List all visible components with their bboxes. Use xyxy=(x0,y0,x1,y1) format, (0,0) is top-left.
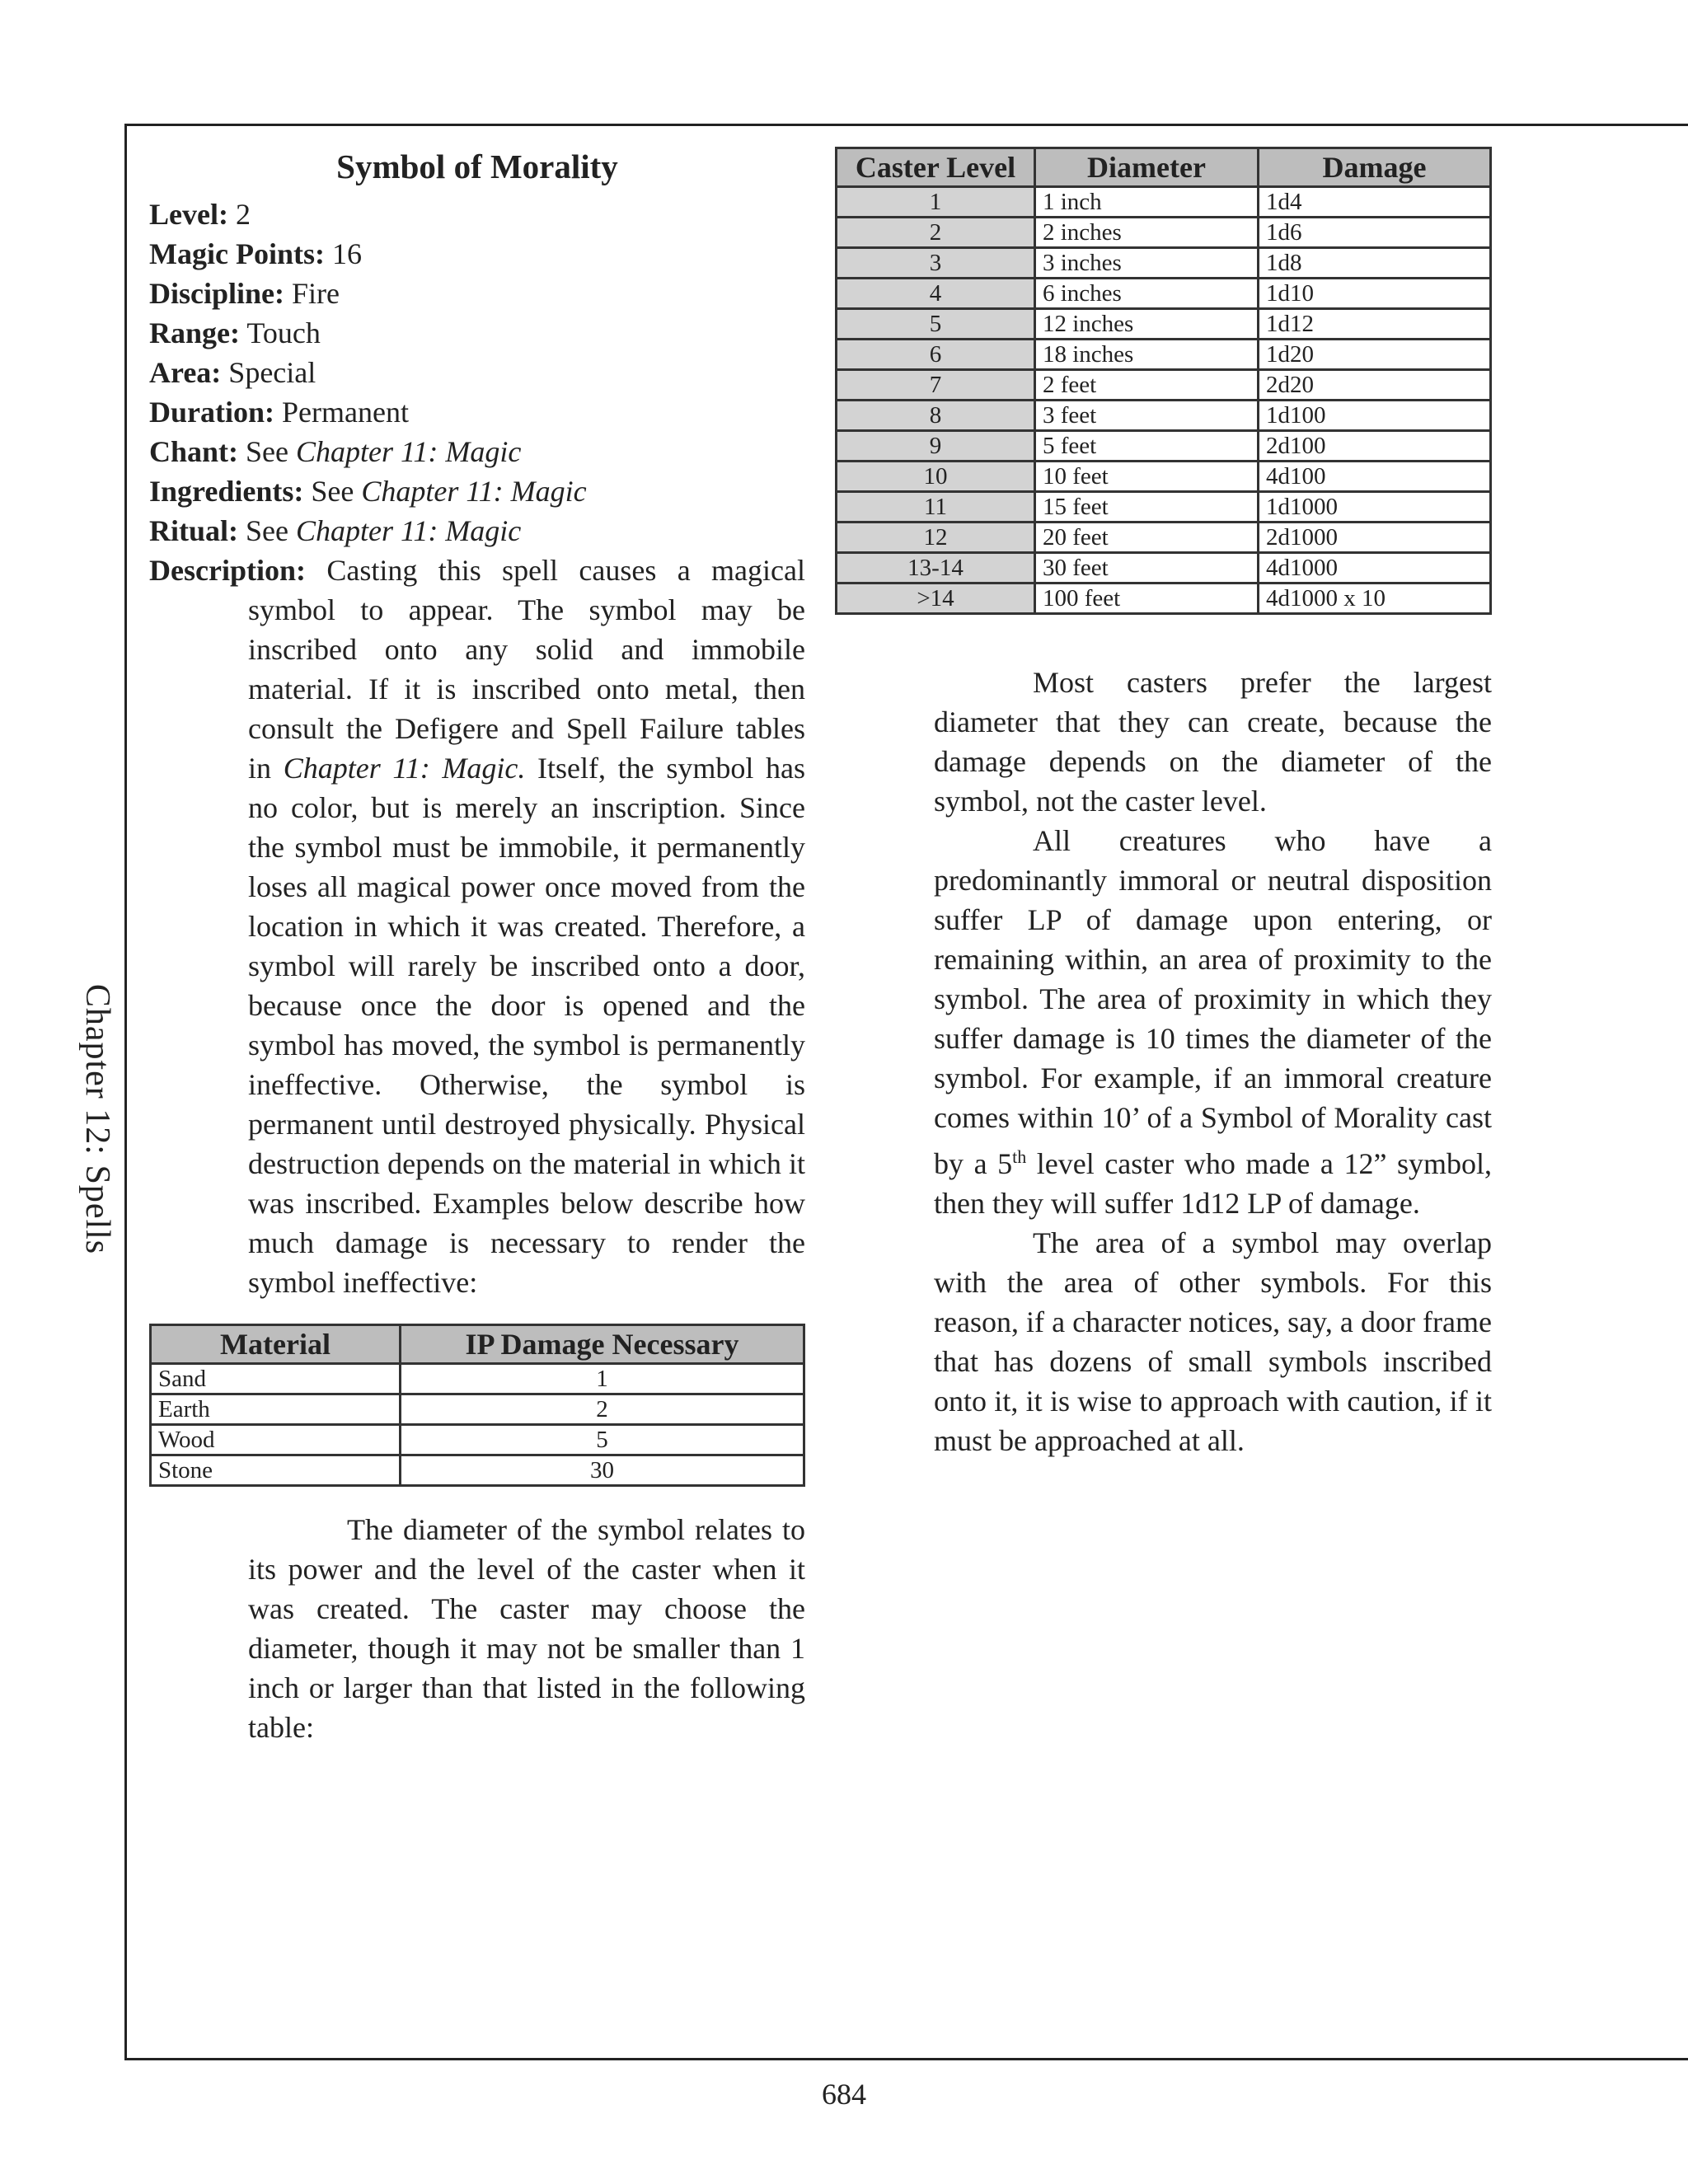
stat-label: Duration: xyxy=(149,396,274,429)
caster-level-cell: 2 xyxy=(837,218,1035,248)
stat-range xyxy=(149,313,805,353)
caster-level-cell: 13-14 xyxy=(837,553,1035,583)
diameter-cell: 3 inches xyxy=(1035,248,1259,279)
caster-level-cell: 4 xyxy=(837,279,1035,309)
table-header-row xyxy=(837,148,1491,187)
chapter-reference: Chapter 11: Magic xyxy=(296,435,522,468)
diameter-cell: 30 feet xyxy=(1035,553,1259,583)
stat-value: Permanent xyxy=(282,396,409,429)
damage-cell: 1d8 xyxy=(1259,248,1491,279)
diameter-cell: 1 inch xyxy=(1035,187,1259,218)
damage-cell: 2d1000 xyxy=(1259,523,1491,553)
description-text-b: Itself, the symbol has no color, but is merely an inscription. Since the symbol must be immobile, it permanently loses all magical power once moved from the location in which it was created. Therefore, a symbol will rarely be inscribed onto a door, because once the door is opened and the symbol has moved, the symbol is permanently ineffective. Otherwise, the symbol is permanent until destroyed physically. Physical destruction depends on the material in which it was inscribed. Examples below describe how much damage is necessary to render the symbol ineffective: xyxy=(248,752,806,1299)
diameter-cell: 20 feet xyxy=(1035,523,1259,553)
damage-cell: 1d4 xyxy=(1259,187,1491,218)
column-header: Damage xyxy=(1259,148,1491,187)
damage-cell: 5 xyxy=(401,1425,804,1455)
table-row xyxy=(837,340,1491,370)
damage-cell: 4d1000 x 10 xyxy=(1259,583,1491,614)
table-row xyxy=(151,1394,804,1425)
page-frame-bottom xyxy=(124,2058,1688,2060)
ordinal-suffix: th xyxy=(1012,1146,1027,1167)
stat-label: Area: xyxy=(149,356,222,389)
diameter-paragraph-block xyxy=(149,1510,805,1747)
stat-duration xyxy=(149,392,805,432)
stat-label: Discipline: xyxy=(149,277,285,310)
description-body xyxy=(149,590,805,1302)
diameter-cell: 6 inches xyxy=(1035,279,1259,309)
stat-label: Range: xyxy=(149,316,240,349)
table-row xyxy=(837,218,1491,248)
paragraph-text: All creatures who have a predominantly immoral or neutral disposition suffer LP of damage upon entering, or remaining within, an area of proximity to the symbol. The area of proximity in which they suffer damage is 10 times the diameter of the symbol. For example, if an immoral creature comes within 10’ of a Symbol of Morality cast by a 5 xyxy=(934,824,1492,1180)
caster-level-cell: >14 xyxy=(837,583,1035,614)
diameter-cell: 5 feet xyxy=(1035,431,1259,462)
stat-value: Special xyxy=(228,356,316,389)
material-cell: Stone xyxy=(151,1455,401,1486)
damage-cell: 1d20 xyxy=(1259,340,1491,370)
stat-label: Level: xyxy=(149,198,228,231)
chapter-reference: Chapter 11: Magic xyxy=(361,475,587,508)
table-row xyxy=(837,370,1491,401)
damage-cell: 30 xyxy=(401,1455,804,1486)
stat-value: Fire xyxy=(292,277,340,310)
caster-level-cell: 11 xyxy=(837,492,1035,523)
stat-label: Description: xyxy=(149,554,306,587)
damage-cell: 4d1000 xyxy=(1259,553,1491,583)
stat-discipline xyxy=(149,274,805,313)
stat-value: See xyxy=(311,475,354,508)
diameter-cell: 100 feet xyxy=(1035,583,1259,614)
damage-cell: 2 xyxy=(401,1394,804,1425)
table-row xyxy=(837,462,1491,492)
caster-level-cell: 5 xyxy=(837,309,1035,340)
diameter-cell: 2 inches xyxy=(1035,218,1259,248)
caster-level-cell: 1 xyxy=(837,187,1035,218)
largest-diameter-paragraph: Most casters prefer the largest diameter that they can create, because the damage depends on the diameter of the symbol, not the caster level. xyxy=(934,666,1492,818)
right-column xyxy=(835,147,1492,1460)
damage-cell: 1 xyxy=(401,1364,804,1394)
stat-magic-points xyxy=(149,234,805,274)
stat-value: See xyxy=(246,435,289,468)
table-row xyxy=(837,553,1491,583)
caster-level-cell: 8 xyxy=(837,401,1035,431)
description-opening: Casting this spell causes a magical xyxy=(326,554,805,587)
right-text-block xyxy=(835,663,1492,1460)
table-row xyxy=(151,1455,804,1486)
damage-cell: 1d10 xyxy=(1259,279,1491,309)
table-row xyxy=(837,279,1491,309)
caster-level-cell: 10 xyxy=(837,462,1035,492)
damage-cell: 2d100 xyxy=(1259,431,1491,462)
damage-cell: 1d12 xyxy=(1259,309,1491,340)
material-cell: Wood xyxy=(151,1425,401,1455)
table-row xyxy=(837,248,1491,279)
page-frame-top xyxy=(124,124,1688,126)
table-row xyxy=(151,1364,804,1394)
stat-value: 2 xyxy=(235,198,251,231)
diameter-cell: 3 feet xyxy=(1035,401,1259,431)
paragraph-text: level caster who made a 12” symbol, then they will suffer 1d12 LP of damage. xyxy=(934,1147,1492,1220)
stat-level xyxy=(149,194,805,234)
diameter-paragraph: The diameter of the symbol relates to its power and the level of the caster when it was created. The caster may choose the diameter, though it may not be smaller than 1 inch or larger than that listed in the following table: xyxy=(248,1513,805,1744)
stat-ingredients xyxy=(149,471,805,511)
damage-cell: 4d100 xyxy=(1259,462,1491,492)
diameter-cell: 10 feet xyxy=(1035,462,1259,492)
diameter-cell: 2 feet xyxy=(1035,370,1259,401)
stat-label: Ritual: xyxy=(149,514,238,547)
table-row xyxy=(837,492,1491,523)
material-cell: Earth xyxy=(151,1394,401,1425)
damage-cell: 2d20 xyxy=(1259,370,1491,401)
spell-title: Symbol of Morality xyxy=(336,148,618,185)
table-row xyxy=(837,309,1491,340)
description-text-a: symbol to appear. The symbol may be inscribed onto any solid and immobile material. If it is inscribed onto metal, then consult the Defigere and Spell Failure tables in xyxy=(248,593,805,785)
table-row xyxy=(151,1425,804,1455)
table-row xyxy=(837,431,1491,462)
chapter-reference: Chapter 11: Magic xyxy=(295,514,522,547)
damage-cell: 1d6 xyxy=(1259,218,1491,248)
stat-chant xyxy=(149,432,805,471)
column-header: IP Damage Necessary xyxy=(401,1325,804,1364)
caster-level-cell: 3 xyxy=(837,248,1035,279)
column-header: Material xyxy=(151,1325,401,1364)
table-row xyxy=(837,583,1491,614)
chapter-reference: Chapter 11: Magic. xyxy=(283,752,526,785)
chapter-side-label: Chapter 12: Spells xyxy=(78,983,116,1255)
proximity-damage-paragraph xyxy=(934,821,1492,1223)
stat-value: 16 xyxy=(331,237,362,270)
caster-level-cell: 7 xyxy=(837,370,1035,401)
overlap-paragraph: The area of a symbol may overlap with the area of other symbols. For this reason, if a character notices, say, a door frame that has dozens of small symbols inscribed onto it, it is wise to approach with caution, if it must be approached at all. xyxy=(934,1226,1492,1457)
stat-ritual xyxy=(149,511,805,551)
damage-cell: 1d100 xyxy=(1259,401,1491,431)
caster-level-cell: 12 xyxy=(837,523,1035,553)
caster-level-cell: 6 xyxy=(837,340,1035,370)
damage-cell: 1d1000 xyxy=(1259,492,1491,523)
stat-value: Touch xyxy=(246,316,321,349)
caster-level-table xyxy=(835,147,1492,615)
caster-level-cell: 9 xyxy=(837,431,1035,462)
material-damage-table xyxy=(149,1324,805,1487)
stat-area xyxy=(149,353,805,392)
material-cell: Sand xyxy=(151,1364,401,1394)
stat-value: See xyxy=(246,514,288,547)
column-header: Diameter xyxy=(1035,148,1259,187)
table-row xyxy=(837,187,1491,218)
diameter-cell: 15 feet xyxy=(1035,492,1259,523)
diameter-cell: 12 inches xyxy=(1035,309,1259,340)
column-header: Caster Level xyxy=(837,148,1035,187)
table-row xyxy=(837,523,1491,553)
stat-label: Magic Points: xyxy=(149,237,325,270)
table-header-row xyxy=(151,1325,804,1364)
table-row xyxy=(837,401,1491,431)
stat-label: Ingredients: xyxy=(149,475,304,508)
diameter-cell: 18 inches xyxy=(1035,340,1259,370)
description-first-line xyxy=(149,551,805,590)
page-frame-left xyxy=(124,124,127,2060)
stat-label: Chant: xyxy=(149,435,239,468)
left-column xyxy=(149,147,805,1747)
page-number: 684 xyxy=(822,2078,866,2111)
